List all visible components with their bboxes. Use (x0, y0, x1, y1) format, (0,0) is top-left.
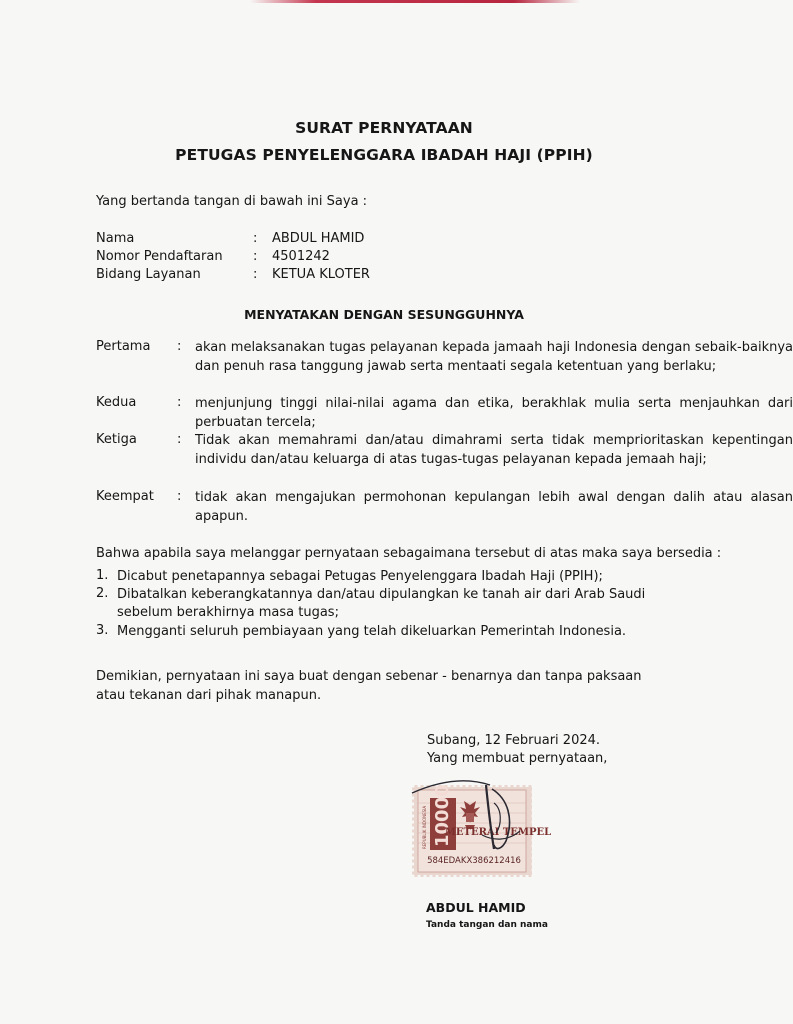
point-colon: : (177, 489, 182, 504)
maker-label: Yang membuat pernyataan, (427, 751, 608, 766)
consequence-number: 3. (96, 623, 109, 638)
condition-intro: Bahwa apabila saya melanggar pernyataan sebagaimana tersebut di atas maka saya bersedia : (96, 546, 722, 561)
declaration-heading: MENYATAKAN DENGAN SESUNGGUHNYA (244, 307, 524, 322)
point-text: akan melaksanakan tugas pelayanan kepada jamaah haji Indonesia dengan sebaik-baiknya dan penuh rasa tanggung jawab serta mentaati segala ketentuan yang berlaku; (195, 340, 793, 374)
identity-colon: : (253, 249, 258, 264)
identity-value: KETUA KLOTER (272, 267, 370, 282)
consequence-text: Mengganti seluruh pembiayaan yang telah dikeluarkan Pemerintah Indonesia. (117, 624, 627, 639)
intro-text: Yang bertanda tangan di bawah ini Saya : (96, 194, 368, 209)
place-date: Subang, 12 Februari 2024. (427, 733, 601, 748)
consequence-text: Dibatalkan keberangkatannya dan/atau dipulangkan ke tanah air dari Arab Saudi sebelum berakhirnya masa tugas; (117, 587, 646, 620)
letter-subtitle: PETUGAS PENYELENGGARA IBADAH HAJI (PPIH) (175, 146, 593, 164)
signer-name: ABDUL HAMID (426, 900, 526, 915)
identity-colon: : (253, 231, 258, 246)
point-colon: : (177, 395, 182, 410)
point-label: Ketiga (96, 432, 137, 447)
point-label: Pertama (96, 339, 151, 354)
consequence-number: 2. (96, 586, 109, 601)
consequence-text: Dicabut penetapannya sebagai Petugas Penyelenggara Ibadah Haji (PPIH); (117, 569, 603, 584)
closing-paragraph: Demikian, pernyataan ini saya buat dengan sebenar - benarnya dan tanpa paksaan atau tekanan dari pihak manapun. (96, 669, 642, 703)
point-text: tidak akan mengajukan permohonan kepulangan lebih awal dengan dalih atau alasan apapun. (195, 490, 793, 524)
point-colon: : (177, 432, 182, 447)
point-text: menjunjung tinggi nilai-nilai agama dan etika, berakhlak mulia serta menjauhkan dari perbuatan tercela; (195, 396, 793, 430)
point-label: Kedua (96, 395, 137, 410)
consequence-number: 1. (96, 568, 109, 583)
identity-label: Bidang Layanan (96, 267, 201, 282)
stamp-serial: 584EDAKX386212416 (427, 856, 521, 866)
point-label: Keempat (96, 489, 154, 504)
identity-colon: : (253, 267, 258, 282)
revenue-stamp (410, 783, 552, 879)
identity-label: Nomor Pendaftaran (96, 249, 223, 264)
stamp-side-text: REPUBLIK INDONESIA (422, 805, 427, 849)
signature-note: Tanda tangan dan nama (426, 920, 548, 930)
stamp-value: 10000 (432, 784, 453, 847)
identity-value: 4501242 (272, 249, 330, 264)
handwritten-signature (390, 745, 550, 865)
stamp-label: METERAI TEMPEL (444, 827, 552, 838)
letter-title: SURAT PERNYATAAN (295, 119, 473, 137)
identity-label: Nama (96, 231, 135, 246)
identity-value: ABDUL HAMID (272, 231, 365, 246)
point-colon: : (177, 339, 182, 354)
point-text: Tidak akan memahrami dan/atau dimahrami serta tidak memprioritaskan kepentingan individu dan/atau keluarga di atas tugas-tugas pelayanan kepada jemaah haji; (195, 433, 793, 467)
